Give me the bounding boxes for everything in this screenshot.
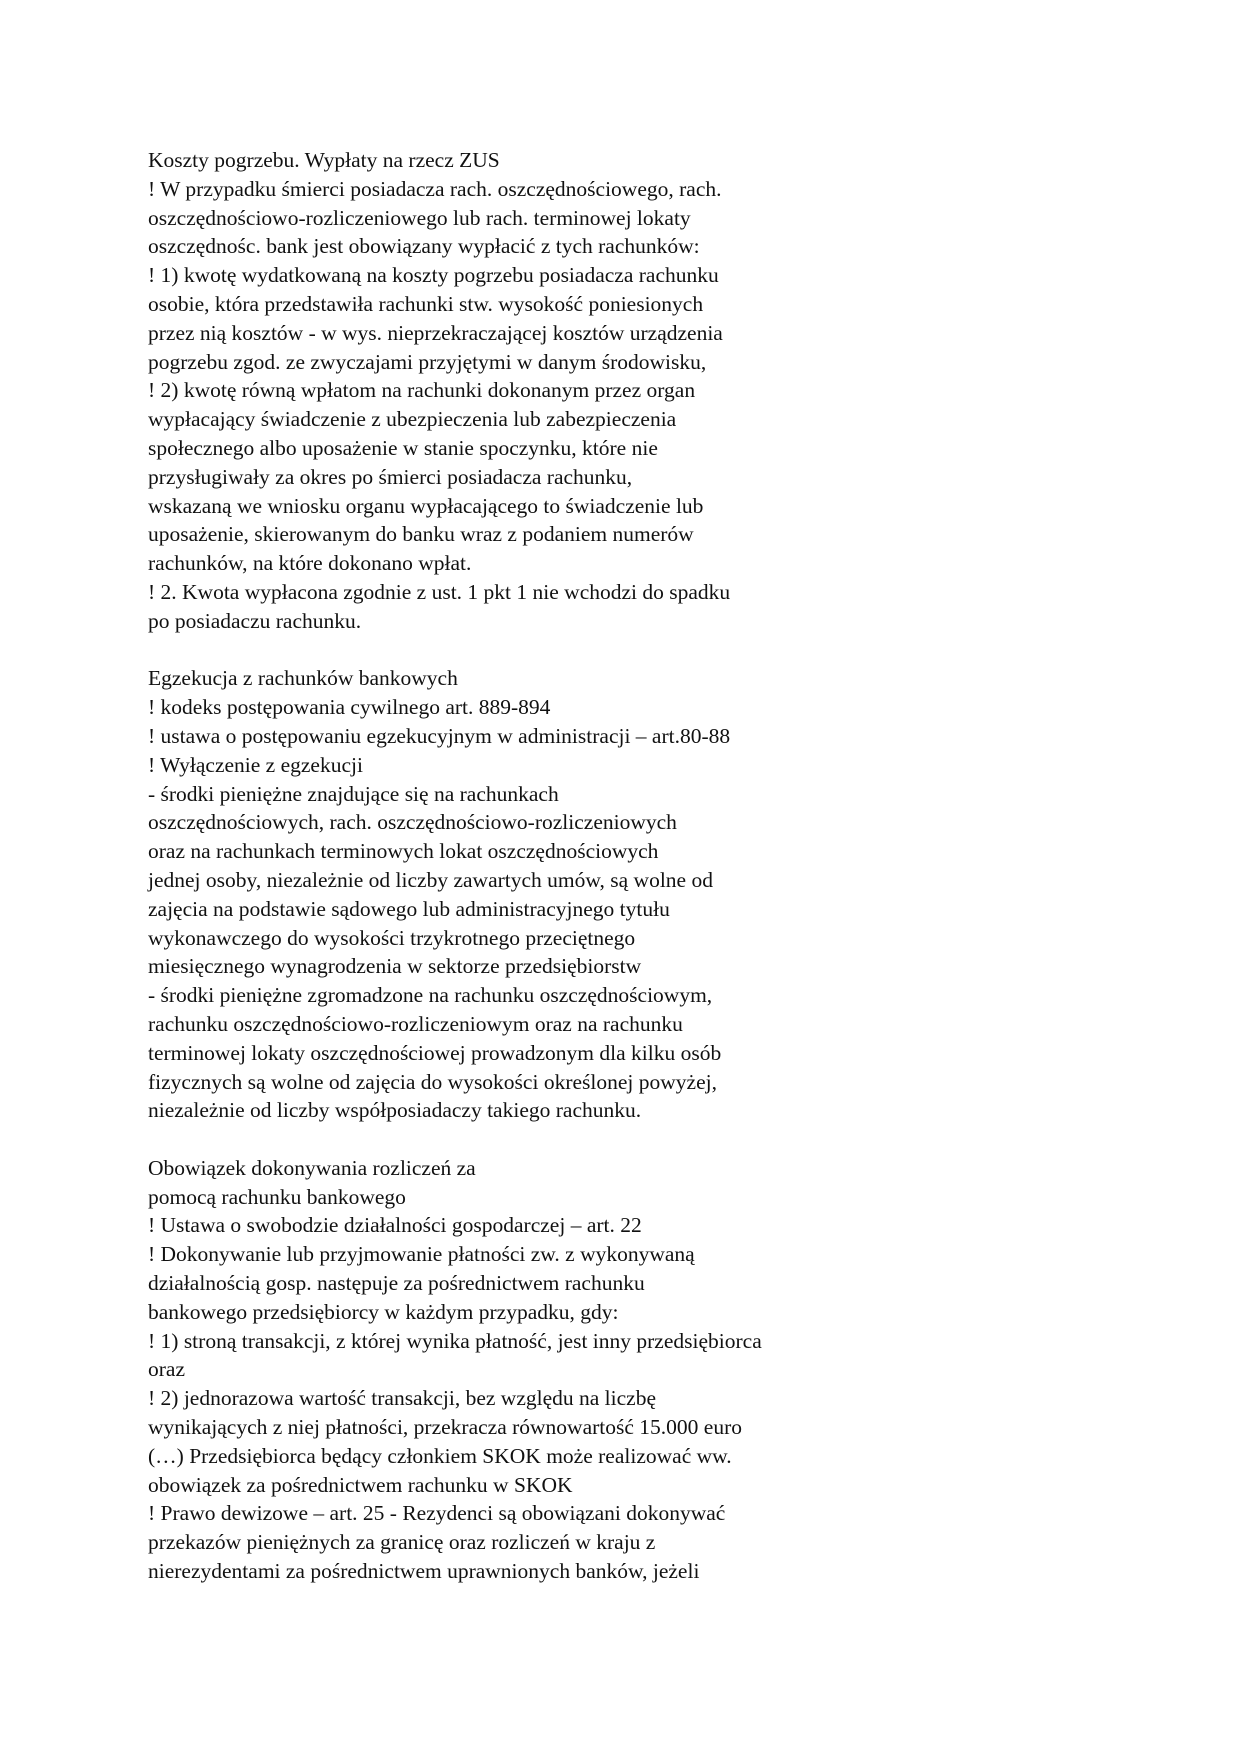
- text-line: ! 2) kwotę równą wpłatom na rachunki dokonanym przez organ: [148, 378, 696, 403]
- section-title: Obowiązek dokonywania rozliczeń za: [148, 1155, 476, 1180]
- text-line: przekazów pieniężnych za granicę oraz rozliczeń w kraju z: [148, 1530, 656, 1555]
- text-line: oraz: [148, 1357, 185, 1382]
- text-line: bankowego przedsiębiorcy w każdym przypadku, gdy:: [148, 1299, 619, 1324]
- paragraph-gap: [148, 1125, 1168, 1154]
- text-line: (…) Przedsiębiorca będący członkiem SKOK może realizować ww.: [148, 1443, 732, 1468]
- text-line: wskazaną we wniosku organu wypłacającego to świadczenie lub: [148, 493, 704, 518]
- text-line: nierezydentami za pośrednictwem uprawnionych banków, jeżeli: [148, 1559, 700, 1584]
- text-line: ! 1) stroną transakcji, z której wynika płatność, jest inny przedsiębiorca: [148, 1328, 762, 1353]
- section-title: Egzekucja z rachunków bankowych: [148, 666, 458, 691]
- text-line: po posiadaczu rachunku.: [148, 608, 362, 633]
- text-line: ! Dokonywanie lub przyjmowanie płatności zw. z wykonywaną: [148, 1242, 695, 1267]
- text-line: niezależnie od liczby współposiadaczy takiego rachunku.: [148, 1098, 642, 1123]
- text-line: pogrzebu zgod. ze zwyczajami przyjętymi w danym środowisku,: [148, 349, 707, 374]
- text-line: oszczędnościowych, rach. oszczędnościowo-rozliczeniowych: [148, 810, 677, 835]
- text-line: - środki pieniężne zgromadzone na rachunku oszczędnościowym,: [148, 983, 713, 1008]
- text-line: przysługiwały za okres po śmierci posiadacza rachunku,: [148, 464, 633, 489]
- text-line: rachunków, na które dokonano wpłat.: [148, 551, 472, 576]
- text-line: zajęcia na podstawie sądowego lub administracyjnego tytułu: [148, 896, 670, 921]
- text-line: jednej osoby, niezależnie od liczby zawartych umów, są wolne od: [148, 867, 713, 892]
- text-line: ! 2. Kwota wypłacona zgodnie z ust. 1 pkt 1 nie wchodzi do spadku: [148, 579, 731, 604]
- text-line: terminowej lokaty oszczędnościowej prowadzonym dla kilku osób: [148, 1040, 722, 1065]
- text-line: obowiązek za pośrednictwem rachunku w SKOK: [148, 1472, 573, 1497]
- section-bank-account-enforcement: [148, 664, 1168, 1125]
- section-title: Koszty pogrzebu. Wypłaty na rzecz ZUS: [148, 148, 500, 172]
- text-line: wypłacający świadczenie z ubezpieczenia lub zabezpieczenia: [148, 407, 677, 432]
- text-line: miesięcznego wynagrodzenia w sektorze przedsiębiorstw: [148, 954, 642, 979]
- text-line: wynikających z niej płatności, przekracza równowartość 15.000 euro: [148, 1415, 743, 1440]
- section-title: pomocą rachunku bankowego: [148, 1184, 406, 1209]
- text-line: oszczędnościowo-rozliczeniowego lub rach. terminowej lokaty: [148, 205, 691, 230]
- text-line: osobie, która przedstawiła rachunki stw. wysokość poniesionych: [148, 291, 704, 316]
- text-line: ! Ustawa o swobodzie działalności gospodarczej – art. 22: [148, 1213, 642, 1238]
- text-line: uposażenie, skierowanym do banku wraz z podaniem numerów: [148, 522, 694, 547]
- text-line: ! Wyłączenie z egzekucji: [148, 752, 363, 777]
- text-line: ! W przypadku śmierci posiadacza rach. oszczędnościowego, rach.: [148, 176, 722, 201]
- text-line: oraz na rachunkach terminowych lokat oszczędnościowych: [148, 839, 659, 864]
- text-line: fizycznych są wolne od zajęcia do wysokości określonej powyżej,: [148, 1069, 717, 1094]
- text-line: ! kodeks postępowania cywilnego art. 889-894: [148, 695, 551, 720]
- document-body: [148, 146, 1168, 1586]
- text-line: społecznego albo uposażenie w stanie spoczynku, które nie: [148, 435, 658, 460]
- section-funeral-costs: [148, 146, 1168, 636]
- text-line: ! 1) kwotę wydatkowaną na koszty pogrzebu posiadacza rachunku: [148, 263, 719, 288]
- text-line: przez nią kosztów - w wys. nieprzekraczającej kosztów urządzenia: [148, 320, 723, 345]
- paragraph-gap: [148, 636, 1168, 665]
- text-line: - środki pieniężne znajdujące się na rachunkach: [148, 781, 559, 806]
- text-line: ! Prawo dewizowe – art. 25 - Rezydenci są obowiązani dokonywać: [148, 1501, 726, 1526]
- text-line: działalnością gosp. następuje za pośrednictwem rachunku: [148, 1271, 645, 1296]
- text-line: ! ustawa o postępowaniu egzekucyjnym w administracji – art.80-88: [148, 723, 731, 748]
- text-line: wykonawczego do wysokości trzykrotnego przeciętnego: [148, 925, 636, 950]
- text-line: rachunku oszczędnościowo-rozliczeniowym oraz na rachunku: [148, 1011, 683, 1036]
- text-line: ! 2) jednorazowa wartość transakcji, bez względu na liczbę: [148, 1386, 657, 1411]
- text-line: oszczędnośc. bank jest obowiązany wypłacić z tych rachunków:: [148, 234, 700, 259]
- section-bank-account-settlements: [148, 1154, 1168, 1586]
